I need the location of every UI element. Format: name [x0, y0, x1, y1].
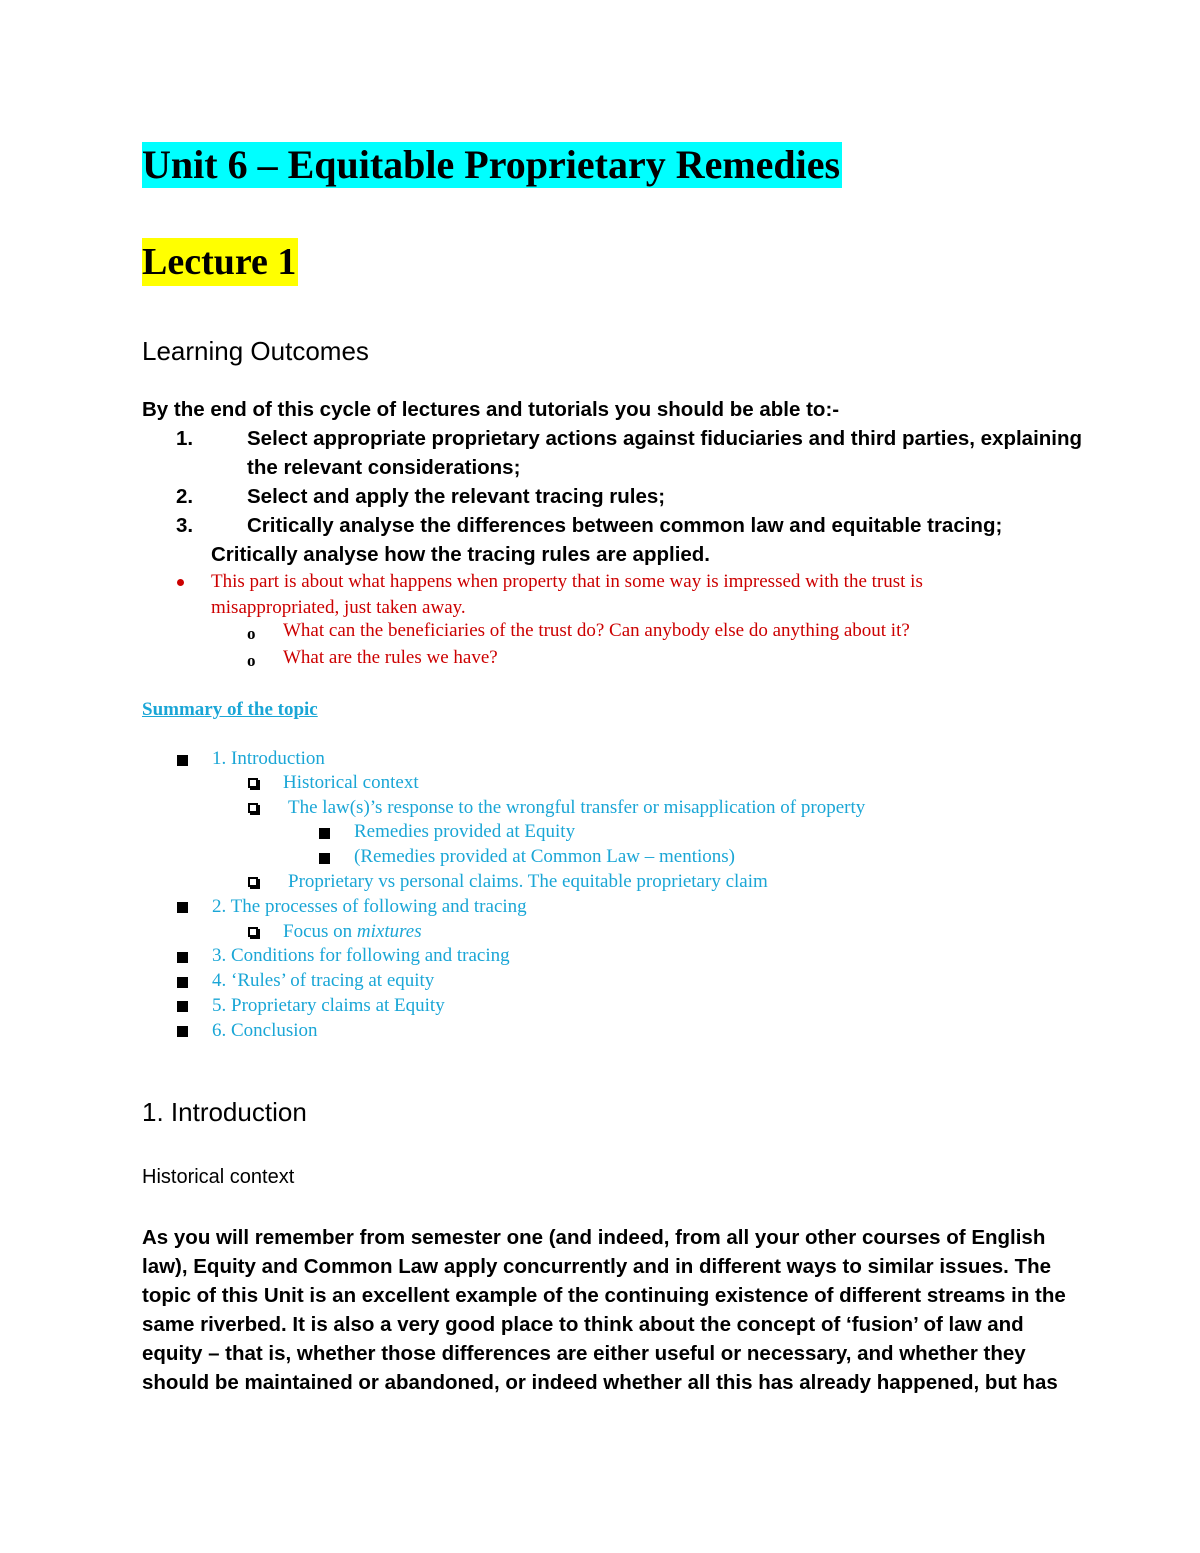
summary-heading-link[interactable]: Summary of the topic [142, 699, 318, 720]
checkbox-bullet-icon [248, 877, 258, 887]
red-sub-note: What can the beneficiaries of the trust do? Can anybody else do anything about it? [283, 620, 910, 641]
checkbox-bullet-icon [248, 803, 258, 813]
outcome-text: Select appropriate proprietary actions against fiduciaries and third parties, explaining [247, 427, 1083, 450]
filled-square-bullet-icon [319, 828, 330, 839]
paragraph-line: As you will remember from semester one (and indeed, from all your other courses of English [142, 1226, 1046, 1249]
red-note-line: misappropriated, just taken away. [211, 597, 466, 618]
filled-square-bullet-icon [177, 1001, 188, 1012]
focus-emphasis: mixtures [356, 921, 422, 942]
summary-item-law-response: The law(s)’s response to the wrongful transfer or misapplication of property [288, 797, 866, 818]
outcome-text: Select and apply the relevant tracing rules; [247, 485, 666, 508]
document-title: Unit 6 – Equitable Proprietary Remedies [142, 142, 841, 187]
outcome-extra: Critically analyse how the tracing rules are applied. [211, 543, 711, 566]
summary-item-conclusion: 6. Conclusion [212, 1020, 318, 1041]
outcome-text-continued: the relevant considerations; [247, 456, 521, 479]
paragraph-line: should be maintained or abandoned, or indeed whether all this has already happened, but has [142, 1371, 1058, 1394]
summary-item-remedies-common-law: (Remedies provided at Common Law – mentions) [354, 846, 735, 867]
sub-bullet-marker: o [247, 651, 256, 670]
summary-item-rules: 4. ‘Rules’ of tracing at equity [212, 970, 435, 991]
summary-item-conditions: 3. Conditions for following and tracing [212, 945, 510, 966]
summary-item-remedies-equity: Remedies provided at Equity [354, 821, 576, 842]
paragraph-line: law), Equity and Common Law apply concurrently and in different ways to similar issues. The [142, 1255, 1052, 1278]
filled-square-bullet-icon [177, 1026, 188, 1037]
historical-context-heading: Historical context [142, 1166, 295, 1188]
summary-item-focus-mixtures [283, 921, 422, 943]
introduction-paragraph [142, 1223, 1066, 1397]
checkbox-bullet-icon [248, 778, 258, 788]
paragraph-line: topic of this Unit is an excellent example of the continuing existence of different streams in the [142, 1284, 1066, 1307]
checkbox-bullet-icon [248, 927, 258, 937]
section-introduction-heading: 1. Introduction [142, 1097, 307, 1127]
filled-square-bullet-icon [177, 755, 188, 766]
paragraph-line: same riverbed. It is also a very good place to think about the concept of ‘fusion’ of law and [142, 1313, 1024, 1336]
red-note-line: This part is about what happens when property that in some way is impressed with the trust is [211, 571, 923, 592]
paragraph-line: equity – that is, whether those differences are either useful or necessary, and whether they [142, 1342, 1026, 1365]
filled-square-bullet-icon [319, 853, 330, 864]
red-sub-note: What are the rules we have? [283, 647, 498, 668]
summary-item-historical: Historical context [283, 772, 419, 793]
sub-bullet-marker: o [247, 624, 256, 643]
outcome-text: Critically analyse the differences between common law and equitable tracing; [247, 514, 1003, 537]
filled-square-bullet-icon [177, 952, 188, 963]
focus-prefix: Focus on [283, 921, 357, 942]
learning-outcomes-heading: Learning Outcomes [142, 336, 369, 366]
outcomes-intro: By the end of this cycle of lectures and tutorials you should be able to:- [142, 398, 840, 421]
bullet-icon [177, 579, 184, 586]
outcome-number: 3. [176, 514, 194, 537]
summary-item-proprietary-claims: Proprietary vs personal claims. The equitable proprietary claim [288, 871, 768, 892]
summary-item-processes: 2. The processes of following and tracing [212, 896, 527, 917]
lecture-heading: Lecture 1 [142, 238, 298, 286]
outcome-number: 1. [176, 427, 194, 450]
filled-square-bullet-icon [177, 977, 188, 988]
filled-square-bullet-icon [177, 902, 188, 913]
summary-item-introduction: 1. Introduction [212, 748, 325, 769]
summary-item-claims: 5. Proprietary claims at Equity [212, 995, 445, 1016]
outcome-number: 2. [176, 485, 194, 508]
